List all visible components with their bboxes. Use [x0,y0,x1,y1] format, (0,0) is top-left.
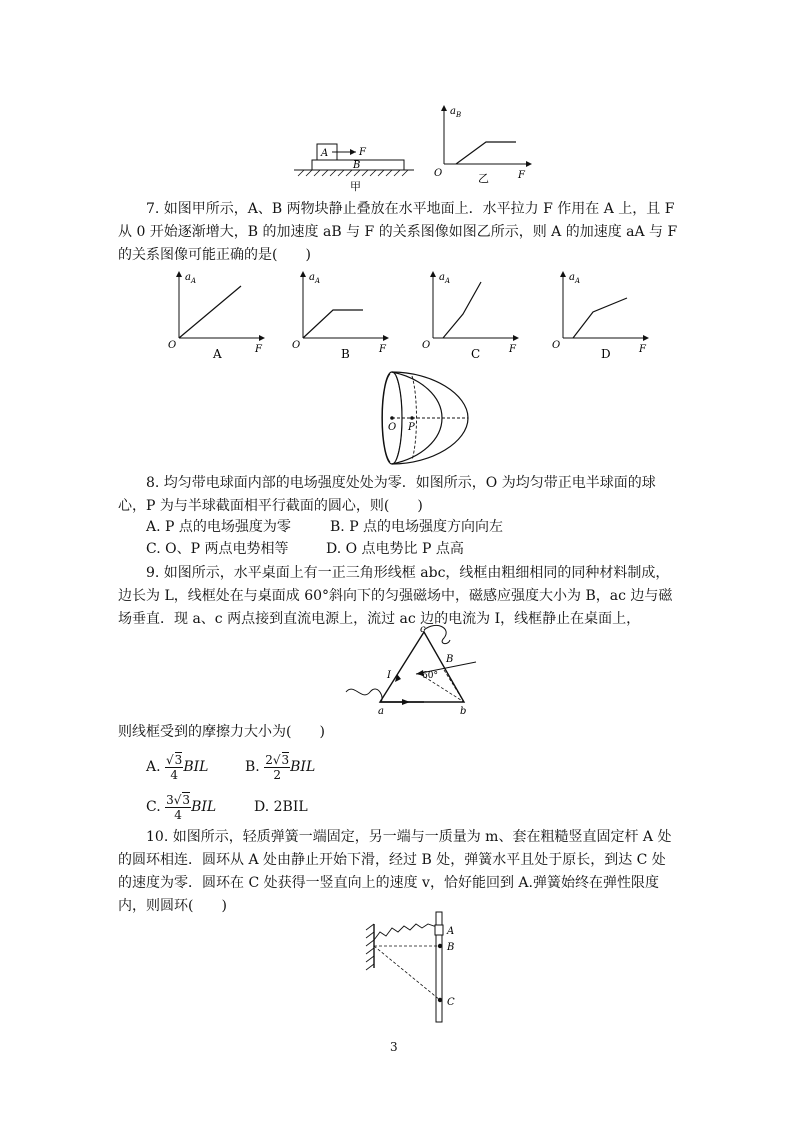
graph-b-origin: O [292,340,301,351]
yi-y-label: $a_B$ [450,106,462,119]
q9-option-a [146,750,208,784]
yi-x-label: F [518,170,525,181]
q9-option-a-fraction: $\frac{√3}{4}$ [166,752,183,782]
q8-option-a: A. P 点的电场强度为零 [146,519,291,535]
rod-b-label: B [447,942,455,953]
graph-a-option: A [213,347,222,361]
q9-option-b-fraction: $\frac{2√3}{2}$ [265,752,290,782]
caption-yi: 乙 [478,172,489,184]
q9-option-c-fraction: $\frac{3√3}{4}$ [166,792,191,822]
graph-option-a [165,268,270,364]
yi-origin-label: O [434,168,443,179]
page-number: 3 [390,1040,398,1054]
field-b-label: B [446,654,454,665]
q9-option-c-tail: BIL [191,799,217,815]
q7-graphs [165,268,665,364]
graph-d-y-label: $a_A$ [569,272,581,285]
graph-c-x-label: F [509,344,516,355]
graph-a-origin: O [168,340,177,351]
graph-option-b [289,268,394,364]
q8-option-b: B. P 点的电场强度方向向左 [330,519,504,535]
vertex-a-label: a [378,706,384,717]
q8-text: 8. 均匀带电球面内部的电场强度处处为零．如图所示，O 为均匀带正电半球面的球心，P 为与半球截面相平行截面的圆心，则( ) [118,475,656,514]
triangle-figure [340,622,490,718]
q9-option-a-letter: A. [146,759,161,775]
q9-option-a-tail: BIL [183,759,209,775]
q8-option-d: D. O 点电势比 P 点高 [326,541,464,557]
q9-option-d: D. 2BIL [254,799,308,815]
vertex-c-label: c [420,624,426,635]
vertex-b-label: b [460,706,467,717]
graph-a-y-label: $a_A$ [185,272,197,285]
graph-c-y-label: $a_A$ [439,272,451,285]
hemisphere-p-label: P [408,422,415,433]
q9-option-b-tail: BIL [290,759,316,775]
spring-rod-figure [360,910,470,1028]
graph-b-x-label: F [379,344,386,355]
current-label: I [387,670,391,681]
q9-option-b [245,750,315,784]
graph-option-c [419,268,524,364]
graph-d-x-label: F [639,344,646,355]
q9-option-c-letter: C. [146,799,161,815]
angle-label: 60° [422,671,438,681]
force-label: F [359,147,366,158]
graph-c-origin: O [422,340,431,351]
q8-option-c: C. O、P 两点电势相等 [146,541,289,557]
block-b-label: B [353,160,361,171]
q7-text: 7. 如图甲所示，A、B 两物块静止叠放在水平地面上．水平拉力 F 作用在 A 上，且 F 从 0 开始逐渐增大，B 的加速度 aB 与 F 的关系图像如图乙所示，则 A 的加速度 aA 与 F 的关系图像可能正确的是( ) [118,201,678,263]
graph-d-option: D [601,347,611,361]
caption-jia: 甲 [350,180,361,193]
graph-c-option: C [471,347,481,361]
graph-a-x-label: F [255,344,262,355]
q9-option-b-letter: B. [245,759,260,775]
graph-d-origin: O [552,340,561,351]
figure-yi [430,100,540,184]
rod-c-label: C [447,997,455,1008]
figure-jia [290,128,420,194]
hemisphere-o-label: O [388,422,397,433]
graph-option-d [549,268,654,364]
q10-text: 10. 如图所示，轻质弹簧一端固定，另一端与一质量为 m、套在粗糙竖直固定杆 A 处的圆环相连．圆环从 A 处由静止开始下滑，经过 B 处，弹簧水平且处于原长，到达 C 处的速度为零．圆环在 C 处获得一竖直向上的速度 v，恰好能回到 A.弹簧始终在弹性限度内，则圆环( ) [118,829,672,914]
graph-b-option: B [341,347,350,361]
graph-b-y-label: $a_A$ [309,272,321,285]
q9-text: 9. 如图所示，水平桌面上有一正三角形线框 abc，线框由粗细相同的同种材料制成，边长为 L，线框处在与桌面成 60°斜向下的匀强磁场中，磁感应强度大小为 B，ac 边与磁场垂直．现 a、c 两点接到直流电源上，流过 ac 边的电流为 I，线框静止在桌面上， [118,565,673,627]
rod-a-label: A [447,926,455,937]
block-a-label: A [321,148,329,159]
q9-option-c [146,790,216,824]
q9-question: 则线框受到的摩擦力大小为( ) [118,724,325,740]
hemisphere-figure [372,366,474,470]
